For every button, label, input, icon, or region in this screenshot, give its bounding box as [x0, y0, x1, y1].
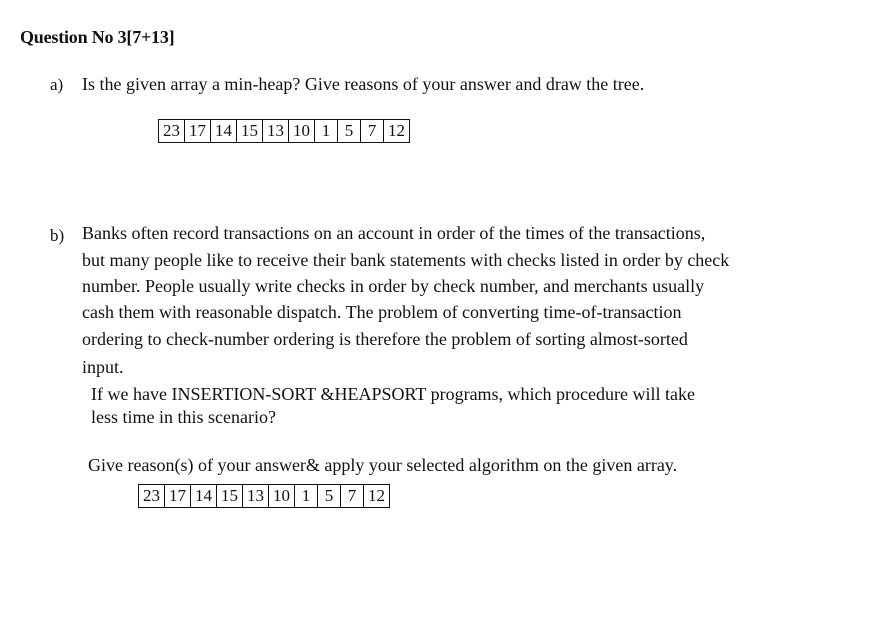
array-cell: 12 [364, 485, 390, 507]
array-cell: 1 [295, 485, 318, 507]
array-cell: 14 [211, 120, 237, 142]
array-cell: 10 [269, 485, 295, 507]
array-cell: 13 [263, 120, 289, 142]
array-cell: 5 [338, 120, 361, 142]
part-a-array [158, 119, 410, 143]
array-cell: 14 [191, 485, 217, 507]
array-cell: 12 [384, 120, 410, 142]
array-cell: 23 [159, 120, 185, 142]
question-heading: Question No 3[7+13] [20, 27, 175, 47]
array-cell: 17 [185, 120, 211, 142]
part-b-line: ordering to check-number ordering is therefore the problem of sorting almost-sorted [82, 329, 688, 349]
array-cell: 1 [315, 120, 338, 142]
array-cell: 23 [139, 485, 165, 507]
part-b-line: Banks often record transactions on an account in order of the times of the transactions, [82, 223, 706, 243]
array-cell: 17 [165, 485, 191, 507]
part-b-array [138, 484, 390, 508]
part-b-question-line: If we have INSERTION-SORT &HEAPSORT programs, which procedure will take [91, 384, 695, 404]
part-a-question: Is the given array a min-heap? Give reasons of your answer and draw the tree. [82, 74, 645, 94]
part-b-line: cash them with reasonable dispatch. The problem of converting time-of-transaction [82, 302, 682, 322]
array-cell: 10 [289, 120, 315, 142]
part-b-marker: b) [50, 226, 65, 245]
part-b-question-line: less time in this scenario? [91, 407, 276, 427]
array-cell: 15 [237, 120, 263, 142]
array-cell: 7 [341, 485, 364, 507]
array-cell: 15 [217, 485, 243, 507]
part-b-reason-line: Give reason(s) of your answer& apply your selected algorithm on the given array. [88, 455, 678, 475]
part-b-line: but many people like to receive their bank statements with checks listed in order by check [82, 250, 730, 270]
array-cell: 5 [318, 485, 341, 507]
part-a-marker: a) [50, 75, 64, 94]
array-cell: 13 [243, 485, 269, 507]
array-cell: 7 [361, 120, 384, 142]
part-b-line: number. People usually write checks in order by check number, and merchants usually [82, 276, 705, 296]
part-b-line: input. [82, 357, 124, 377]
